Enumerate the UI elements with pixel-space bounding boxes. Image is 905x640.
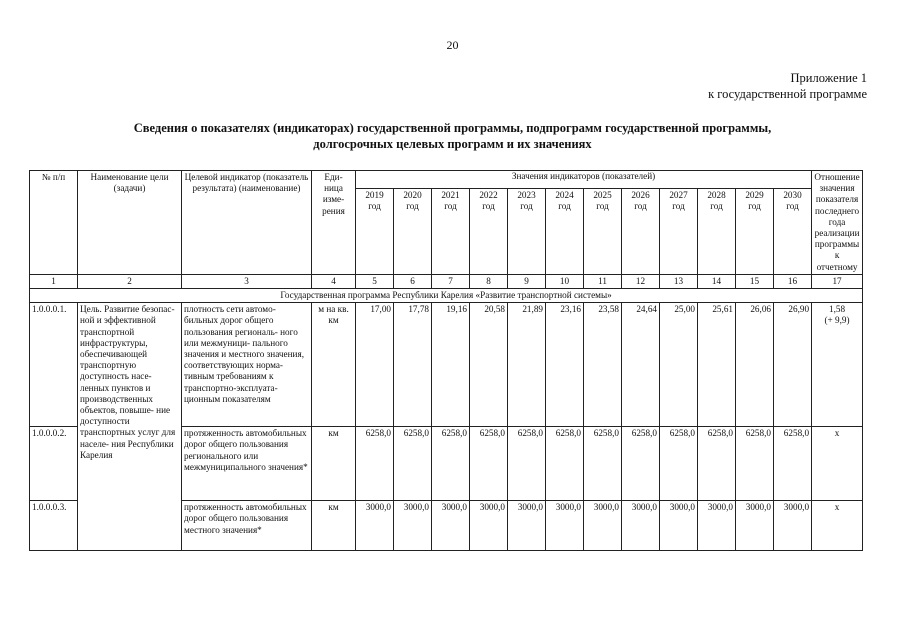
row-indicator: протяженность автомобильных дорог общего пользования регионального или межмуниципального значения* bbox=[182, 427, 312, 501]
header-year: 2030 год bbox=[774, 188, 812, 274]
column-number: 16 bbox=[774, 274, 812, 288]
row-ratio-value: 1,58 bbox=[829, 304, 846, 315]
header-goal: Наименование цели (задачи) bbox=[78, 171, 182, 275]
row-value: 25,61 bbox=[698, 303, 736, 427]
row-value: 3000,0 bbox=[432, 501, 470, 551]
header-year: 2027 год bbox=[660, 188, 698, 274]
document-title-line-2: долгосрочных целевых программ и их значениях bbox=[313, 136, 592, 151]
row-value: 3000,0 bbox=[622, 501, 660, 551]
document-title bbox=[40, 121, 865, 152]
document-title-line-1: Сведения о показателях (индикаторах) государственной программы, подпрограмм государственной программы, bbox=[133, 121, 772, 135]
row-num: 1.0.0.0.3. bbox=[30, 501, 78, 551]
row-value: 6258,0 bbox=[508, 427, 546, 501]
column-number: 9 bbox=[508, 274, 546, 288]
row-value: 3000,0 bbox=[546, 501, 584, 551]
column-number-row bbox=[30, 274, 863, 288]
row-value: 21,89 bbox=[508, 303, 546, 427]
row-value: 6258,0 bbox=[470, 427, 508, 501]
column-number: 12 bbox=[622, 274, 660, 288]
header-indicator: Целевой индикатор (показатель результата) (наименование) bbox=[182, 171, 312, 275]
header-year: 2020 год bbox=[394, 188, 432, 274]
header-year: 2022 год bbox=[470, 188, 508, 274]
row-value: 6258,0 bbox=[736, 427, 774, 501]
goal-text: Цель. Развитие безопас- ной и эффективной транспортной инфраструктуры, обеспечивающей транспортную доступность насе- ленных пунктов и производственных объектов, повыше- ние доступности транспортных услуг для населе- ния Республики Карелия bbox=[78, 303, 182, 551]
row-value: 3000,0 bbox=[394, 501, 432, 551]
row-value: 3000,0 bbox=[698, 501, 736, 551]
column-number: 6 bbox=[394, 274, 432, 288]
row-ratio bbox=[812, 427, 863, 501]
appendix-line-1: Приложение 1 bbox=[790, 71, 867, 85]
row-value: 23,58 bbox=[584, 303, 622, 427]
row-indicator: протяженность автомобильных дорог общего пользования местного значения* bbox=[182, 501, 312, 551]
row-value: 3000,0 bbox=[470, 501, 508, 551]
header-values-group: Значения индикаторов (показателей) bbox=[356, 171, 812, 189]
row-value: 19,16 bbox=[432, 303, 470, 427]
indicators-table bbox=[29, 170, 863, 551]
row-value: 17,00 bbox=[356, 303, 394, 427]
column-number: 7 bbox=[432, 274, 470, 288]
row-value: 6258,0 bbox=[356, 427, 394, 501]
row-value: 6258,0 bbox=[584, 427, 622, 501]
header-unit: Еди- ница изме- рения bbox=[312, 171, 356, 275]
row-value: 6258,0 bbox=[432, 427, 470, 501]
row-num: 1.0.0.0.1. bbox=[30, 303, 78, 427]
row-value: 3000,0 bbox=[584, 501, 622, 551]
row-value: 26,06 bbox=[736, 303, 774, 427]
header-year: 2024 год bbox=[546, 188, 584, 274]
row-unit: км bbox=[312, 501, 356, 551]
row-value: 6258,0 bbox=[622, 427, 660, 501]
header-ratio: Отношение значения показателя последнего года реализации программы к отчетному bbox=[812, 171, 863, 275]
header-year: 2029 год bbox=[736, 188, 774, 274]
column-number: 4 bbox=[312, 274, 356, 288]
column-number: 10 bbox=[546, 274, 584, 288]
row-value: 6258,0 bbox=[394, 427, 432, 501]
page-number: 20 bbox=[446, 38, 459, 52]
header-year: 2019 год bbox=[356, 188, 394, 274]
column-number: 11 bbox=[584, 274, 622, 288]
column-number: 3 bbox=[182, 274, 312, 288]
row-value: 23,16 bbox=[546, 303, 584, 427]
row-indicator: плотность сети автомо- бильных дорог общего пользования региональ- ного или межмуници- пального значения и местного значения, соответствующих норма- тивным требованиям к транспортно-эксплуата- ционным показателям bbox=[182, 303, 312, 427]
column-number: 14 bbox=[698, 274, 736, 288]
row-value: 25,00 bbox=[660, 303, 698, 427]
column-number: 15 bbox=[736, 274, 774, 288]
row-ratio-value: х bbox=[834, 502, 840, 513]
row-value: 6258,0 bbox=[546, 427, 584, 501]
row-unit: м на кв. км bbox=[312, 303, 356, 427]
row-ratio-value: х bbox=[834, 428, 840, 439]
row-value: 6258,0 bbox=[774, 427, 812, 501]
row-value: 3000,0 bbox=[736, 501, 774, 551]
table-row bbox=[30, 303, 863, 427]
row-ratio bbox=[812, 303, 863, 427]
row-value: 3000,0 bbox=[508, 501, 546, 551]
column-number: 1 bbox=[30, 274, 78, 288]
program-title: Государственная программа Республики Карелия «Развитие транспортной системы» bbox=[30, 289, 863, 303]
row-ratio bbox=[812, 501, 863, 551]
appendix-line-2: к государственной программе bbox=[708, 87, 867, 101]
row-value: 3000,0 bbox=[356, 501, 394, 551]
column-number: 2 bbox=[78, 274, 182, 288]
row-value: 26,90 bbox=[774, 303, 812, 427]
header-year: 2026 год bbox=[622, 188, 660, 274]
row-value: 17,78 bbox=[394, 303, 432, 427]
row-unit: км bbox=[312, 427, 356, 501]
header-year: 2025 год bbox=[584, 188, 622, 274]
column-number: 8 bbox=[470, 274, 508, 288]
program-title-row bbox=[30, 289, 863, 303]
row-value: 3000,0 bbox=[660, 501, 698, 551]
header-num: № п/п bbox=[30, 171, 78, 275]
row-value: 24,64 bbox=[622, 303, 660, 427]
appendix-note bbox=[708, 70, 867, 102]
row-ratio-change: (+ 9,9) bbox=[824, 315, 850, 326]
column-number: 5 bbox=[356, 274, 394, 288]
row-value: 6258,0 bbox=[660, 427, 698, 501]
column-number: 13 bbox=[660, 274, 698, 288]
header-year: 2028 год bbox=[698, 188, 736, 274]
row-value: 3000,0 bbox=[774, 501, 812, 551]
header-year: 2021 год bbox=[432, 188, 470, 274]
header-year: 2023 год bbox=[508, 188, 546, 274]
row-num: 1.0.0.0.2. bbox=[30, 427, 78, 501]
header-row-1 bbox=[30, 171, 863, 189]
row-value: 20,58 bbox=[470, 303, 508, 427]
column-number: 17 bbox=[812, 274, 863, 288]
row-value: 6258,0 bbox=[698, 427, 736, 501]
